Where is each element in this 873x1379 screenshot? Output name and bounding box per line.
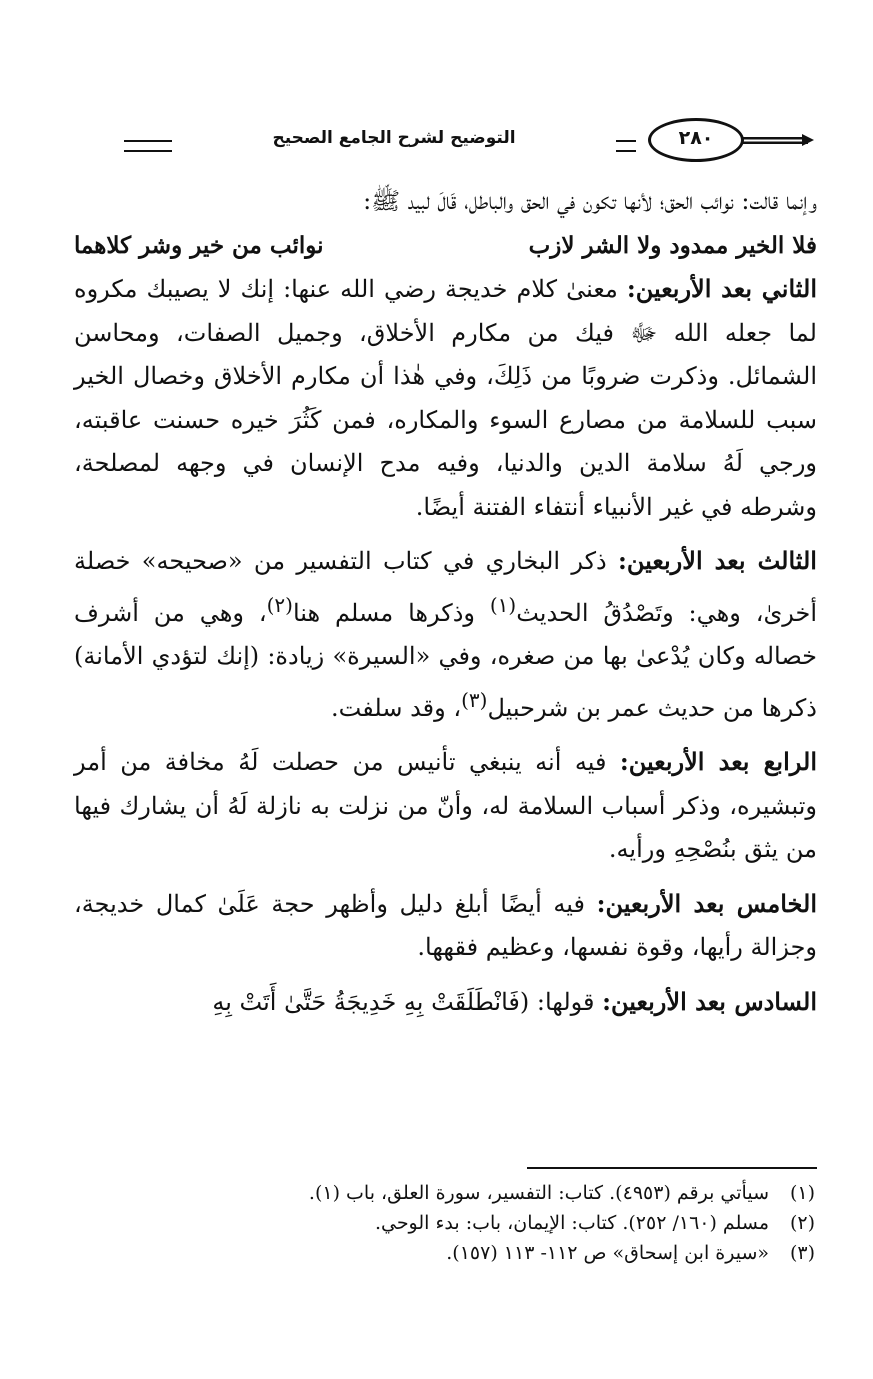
footnote-text: مسلم (١٦٠/ ٢٥٢). كتاب: الإيمان، باب: بدء الوحي. [374, 1212, 769, 1234]
footnote-text: سيأتي برقم (٤٩٥٣). كتاب: التفسير، سورة العلق، باب (١). [308, 1182, 769, 1204]
footnote-mark: (٢) [789, 1212, 815, 1234]
footnote-text: «سيرة ابن إسحاق» ص ١١٢- ١١٣ (١٥٧). [446, 1242, 769, 1264]
paragraph-body: ، وقد سلفت. [331, 693, 462, 722]
paragraph-sixth [74, 980, 817, 1025]
running-header [62, 118, 814, 170]
paragraph-body: وذكرها مسلم هنا [292, 598, 490, 627]
paragraph-heading: الثالث بعد الأربعين: [618, 546, 817, 575]
footnote-mark: (١) [789, 1182, 815, 1204]
paragraph-body: قولها: (فَانْطَلَقَتْ بِهِ خَدِيجَةُ حَتَّىٰ أَتَتْ بِهِ [212, 987, 595, 1016]
poetry-verse [74, 224, 817, 268]
footnote-separator [527, 1167, 817, 1169]
paragraph-second [74, 267, 817, 529]
footnote-mark: (٣) [789, 1242, 815, 1264]
paragraph-body: فيه أنه ينبغي تأنيس من حصلت لَهُ مخافة من أمر وتبشيره، وذكر أسباب السلامة له، وأنّ من نزلت به نازلة لَهُ أن يشارك فيها من يثق بنُصْحِهِ ورأيه. [74, 748, 817, 863]
paragraph-body: ، وهي من أشرف خصاله وكان يُدْعىٰ بها من صغره، وفي «السيرة» زيادة: (إنك لتؤدي الأمانة) ذكرها من حديث عمر بن شرحبيل [74, 598, 817, 722]
footnote-ref: (١) [489, 592, 517, 617]
verse-first-hemistich: فلا الخير ممدود ولا الشر لازب [528, 231, 817, 259]
paragraph-heading: الثاني بعد الأربعين: [626, 274, 817, 303]
paragraph-third [74, 539, 817, 730]
verse-second-hemistich: نوائب من خير وشر كلاهما [74, 231, 324, 259]
paragraph-fourth [74, 740, 817, 872]
page-number: ٢٨٠ [678, 127, 714, 149]
paragraph-body: فيه أيضًا أبلغ دليل وأظهر حجة عَلَىٰ كمال خديجة، وجزالة رأيها، وقوة نفسها، وعظيم فقهها. [74, 889, 817, 961]
intro-paragraph: وإنما قالت: نوائب الحق؛ لأنها تكون في الحق والباطل، قَالَ لبيد ﷺ: [363, 187, 817, 215]
footnote [74, 1178, 815, 1208]
paragraph-heading: السادس بعد الأربعين: [602, 986, 817, 1016]
main-text [74, 180, 817, 1024]
footnote-ref: (٣) [461, 687, 488, 712]
paragraph-body: ذكر البخاري في كتاب التفسير من «صحيحه» خصلة أخرىٰ، وهي: وتَصْدُقُ الحديث [74, 547, 818, 627]
header-rule-left [124, 140, 172, 152]
footnote [74, 1238, 815, 1268]
paragraph-fifth [74, 882, 817, 970]
paragraph-heading: الخامس بعد الأربعين: [596, 888, 817, 918]
book-title: التوضيح لشرح الجامع الصحيح [272, 128, 516, 148]
footnote [74, 1208, 815, 1238]
footnotes [74, 1178, 815, 1268]
paragraph-body: معنىٰ كلام خديجة رضي الله عنها: إنك لا يصيبك مكروه لما جعله الله ﷻ فيك من مكارم الأخلاق، وجميل الصفات، ومحاسن الشمائل. وذكرت ضروبًا من ذَلِكَ، وفي هٰذا أن مكارم الأخلاق وخصال الخير سبب للسلامة من مصارع السوء والمكاره، فمن كَثُرَ خيره حسنت عاقبته، ورجي لَهُ سلامة الدين والدنيا، وفيه مدح الإنسان في وجهه لمصلحة، وشرطه في غير الأنبياء أنتفاء الفتنة أيضًا. [74, 275, 817, 521]
header-rule-right [616, 140, 636, 152]
footnote-ref: (٢) [266, 592, 293, 617]
paragraph-heading: الرابع بعد الأربعين: [619, 747, 817, 776]
page-number-ornament [742, 132, 814, 148]
